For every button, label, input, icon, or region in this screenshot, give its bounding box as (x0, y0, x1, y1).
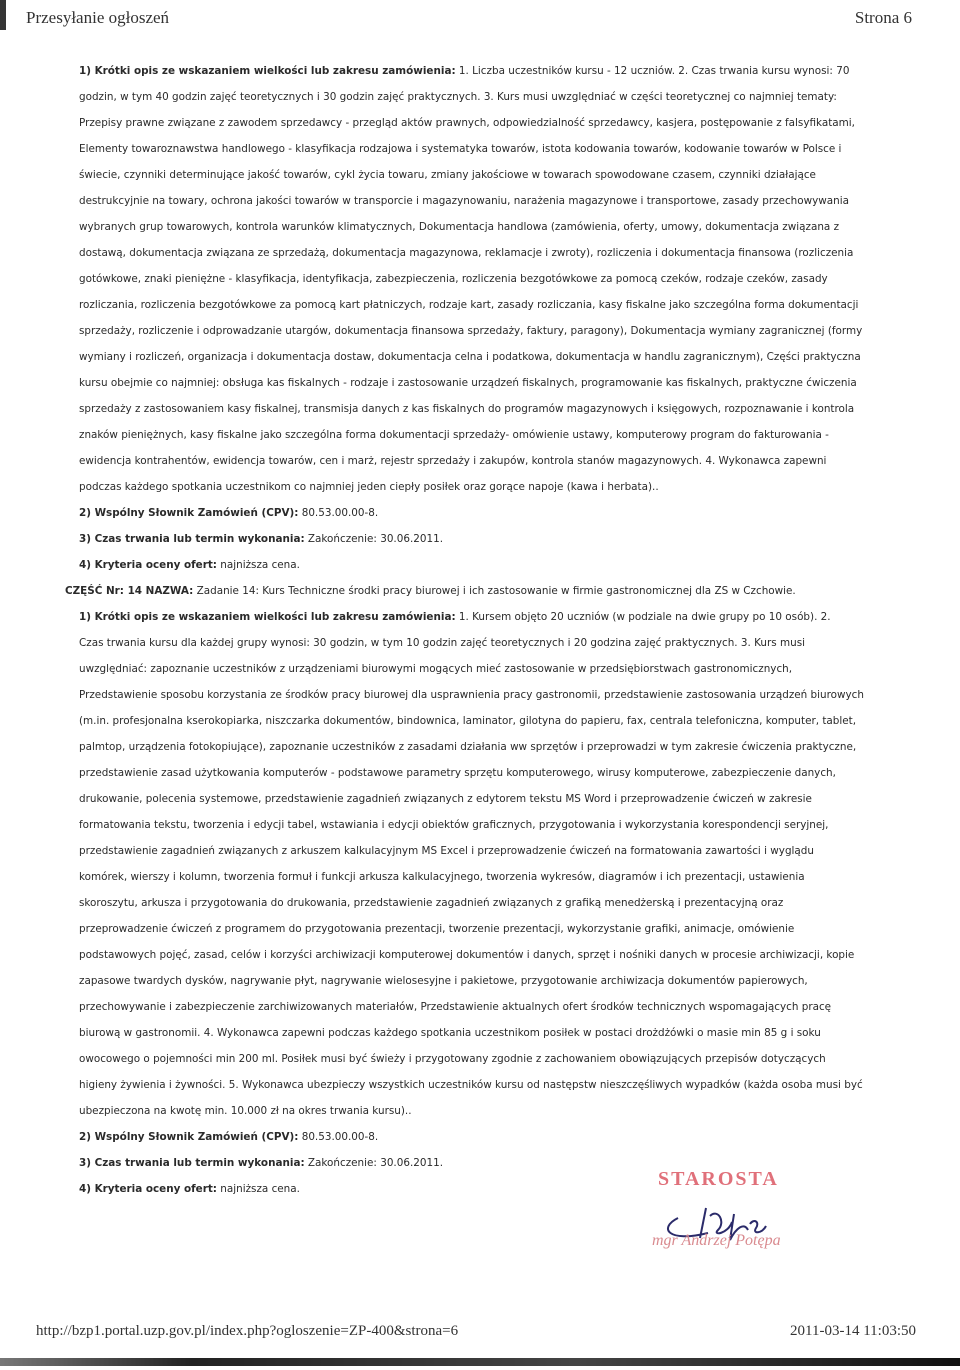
text-line (79, 812, 899, 838)
line-text: wybranych grup towarowych, kontrola warunków klimatycznych, Dokumentacja handlowa (zamówienia, oferty, umowy, dokumentacja związana z (79, 221, 840, 233)
footer-url: http://bzp1.portal.uzp.gov.pl/index.php?ogloszenie=ZP-400&strona=6 (36, 1323, 459, 1339)
line-text: Zadanie 14: Kurs Techniczne środki pracy biurowej i ich zastosowanie w firmie gastronomicznej dla ZS w Czchowie. (193, 585, 796, 597)
text-line (79, 994, 899, 1020)
text-line (79, 500, 899, 526)
line-text: Zakończenie: 30.06.2011. (304, 1157, 444, 1169)
line-text: palmtop, urządzenia fotokopiujące), zapoznanie uczestników z zasadami działania ww sprzętów i przeprowadzi w tym zakresie ćwiczenia praktyczne, (79, 741, 857, 753)
text-line (79, 266, 899, 292)
line-text: sprzedaży, rozliczenie i odprowadzanie utargów, dokumentacja finansowa sprzedaży, faktury, paragony), Dokumentacja wymiany zagranicznej (formy (79, 325, 863, 337)
text-line (79, 344, 899, 370)
text-line (79, 162, 899, 188)
line-text: wymiany i rozliczeń, organizacja i dokumentacja dostaw, dokumentacja celna i podatkowa, dokumentacja w handlu zagranicznym), Części praktyczna (79, 351, 861, 363)
bold-label: 4) Kryteria oceny ofert: (79, 559, 217, 571)
line-text: przechowywanie i zabezpieczenie zarchiwizowanych materiałów, Przedstawienie aktualnych ofert środków technicznych wspomagających pracę (79, 1001, 832, 1013)
text-line (79, 1020, 899, 1046)
line-text: sprzedaży z zastosowaniem kasy fiskalnej, transmisja danych z kas fiskalnych do programów magazynowych i księgowych, rozpoznawanie i kontrola (79, 403, 855, 415)
text-line (79, 552, 899, 578)
text-line (79, 916, 899, 942)
text-line (79, 214, 899, 240)
line-text: przedstawienie zasad użytkowania komputerów - podstawowe parametry sprzętu komputerowego, wirusy komputerowe, zabezpieczenie danych, (79, 767, 836, 779)
text-line (79, 240, 899, 266)
line-text: 1. Kursem objęto 20 uczniów (w podziale na dwie grupy po 10 osób). 2. (455, 611, 831, 623)
text-line (79, 760, 899, 786)
line-text: świecie, czynniki determinujące jakość towarów, cykl życia towaru, zmiany jakościowe w towarach spowodowane czasem, czynniki działające (79, 169, 816, 181)
text-line (79, 396, 899, 422)
line-text: biurową w gastronomii. 4. Wykonawca zapewni podczas każdego spotkania uczestnikom posiłek w postaci drożdżówki o masie min 85 g i soku (79, 1027, 821, 1039)
bold-label: 1) Krótki opis ze wskazaniem wielkości lub zakresu zamówienia: (79, 611, 456, 623)
text-line (79, 292, 899, 318)
line-text: Przedstawienie sposobu korzystania ze środków pracy biurowej dla usprawnienia pracy gastronomii, przedstawienie zastosowania urządzeń biurowych (79, 689, 864, 701)
line-text: Zakończenie: 30.06.2011. (304, 533, 444, 545)
text-line (79, 136, 899, 162)
text-line (79, 864, 899, 890)
line-text: ewidencja kontrahentów, ewidencja towarów, cen i marż, rejestr sprzedaży i zakupów, kontrola stanów magazynowych. 4. Wykonawca zapewni (79, 455, 827, 467)
stamp-name: mgr Andrzej Potępa (652, 1232, 781, 1249)
page-number: Strona 6 (854, 8, 912, 27)
text-line (79, 604, 899, 630)
line-text: podstawowych pojęć, zasad, celów i korzyści archiwizacji komputerowej dokumentów i danych, sprzęt i nośniki danych w procesie archiwizacji, kopie (79, 949, 855, 961)
line-text: najniższa cena. (216, 1183, 300, 1195)
line-text: dostawą, dokumentacja związana ze sprzedażą, dokumentacja magazynowa, reklamacje i zwroty), rozliczenia i dokumentacja finansowa (rozliczenia (79, 247, 854, 259)
text-line (79, 630, 899, 656)
line-text: 80.53.00.00-8. (298, 1131, 379, 1143)
line-text: najniższa cena. (216, 559, 300, 571)
line-text: 80.53.00.00-8. (298, 507, 379, 519)
line-text: rozliczania, rozliczenia bezgotówkowe za pomocą kart płatniczych, rodzaje kart, zasady rozliczania, kasy fiskalne jako szczególna forma dokumentacji (79, 299, 859, 311)
text-line (79, 656, 899, 682)
line-text: godzin, w tym 40 godzin zajęć teoretycznych i 30 godzin zajęć praktycznych. 3. Kurs musi uwzględniać w części teoretycznej co najmniej tematy: (79, 91, 837, 103)
line-text: ubezpieczona na kwotę min. 10.000 zł na okres trwania kursu).. (79, 1105, 412, 1117)
text-line (79, 968, 899, 994)
line-text: podczas każdego spotkania uczestnikom co najmniej jeden ciepły posiłek oraz gorące napoje (kawa i herbata).. (79, 481, 659, 493)
official-stamp (648, 1168, 818, 1268)
line-text: Elementy towaroznawstwa handlowego - klasyfikacja rodzajowa i systematyka towarów, istota kodowania towarów, kodowanie towarów w Polsce i (79, 143, 842, 155)
line-text: komórek, wierszy i kolumn, tworzenia formuł i funkcji arkusza kalkulacyjnego, tworzenia wykresów, diagramów i ich prezentacji, ustawienia (79, 871, 805, 883)
line-text: destrukcyjnie na towary, ochrona jakości towarów w transporcie i magazynowaniu, narażenia magazynowe i transportowe, zasady przechowywania (79, 195, 849, 207)
line-text: przedstawienie zagadnień związanych z arkuszem kalkulacyjnym MS Excel i przeprowadzenie ćwiczeń na formatowania zawartości i wyglądu (79, 845, 814, 857)
bold-label: CZĘŚĆ Nr: 14 NAZWA: (65, 585, 194, 597)
line-text: Przepisy prawne związane z zawodem sprzedawcy - przegląd aktów prawnych, odpowiedzialność sprzedawcy, kasjera, postępowanie z falsyfikatami, (79, 117, 855, 129)
text-line (79, 58, 899, 84)
line-text: skoroszytu, arkusza i przygotowania do drukowania, przedstawienie zagadnień związanych z grafiką menedżerską i prezentacyjną oraz (79, 897, 784, 909)
scan-bottom-edge (0, 1358, 960, 1366)
text-line (65, 578, 899, 604)
text-line (79, 786, 899, 812)
line-text: zapasowe twardych dysków, nagrywanie płyt, nagrywanie wielosesyjne i pakietowe, przygotowanie archiwizacja dokumentów papierowych, (79, 975, 808, 987)
text-line (79, 84, 899, 110)
line-text: formatowania tekstu, tworzenia i edycji tabel, wstawiania i edycji obiektów graficznych, przygotowania i wykorzystania korespondencji seryjnej, (79, 819, 829, 831)
line-text: przeprowadzenie ćwiczeń z programem do przygotowania prezentacji, tworzenie prezentacji, wykorzystanie grafiki, animacje, omówienie (79, 923, 795, 935)
bold-label: 4) Kryteria oceny ofert: (79, 1183, 217, 1195)
text-line (79, 942, 899, 968)
text-line (79, 188, 899, 214)
footer-datetime: 2011-03-14 11:03:50 (790, 1323, 916, 1339)
line-text: drukowanie, polecenia systemowe, przedstawienie zagadnień związanych z edytorem tekstu MS Word i przeprowadzenie ćwiczeń w zakresie (79, 793, 812, 805)
page-footer (0, 1323, 960, 1347)
text-line (79, 370, 899, 396)
text-line (79, 110, 899, 136)
line-text: uwzględniać: zapoznanie uczestników z urządzeniami biurowymi mogących mieć zastosowanie w przedsiębiorstwach gastronomicznych, (79, 663, 793, 675)
stamp-title: STAROSTA (658, 1168, 779, 1190)
line-text: Czas trwania kursu dla każdej grupy wynosi: 30 godzin, w tym 10 godzin zajęć teoretycznych i 20 godzina zajęć praktycznych. 3. Kurs musi (79, 637, 805, 649)
bold-label: 2) Wspólny Słownik Zamówień (CPV): (79, 507, 299, 519)
text-line (79, 448, 899, 474)
text-line (79, 526, 899, 552)
text-line (79, 838, 899, 864)
text-line (79, 318, 899, 344)
text-line (79, 1124, 899, 1150)
text-line (79, 682, 899, 708)
line-text: (m.in. profesjonalna kserokopiarka, niszczarka dokumentów, bindownica, laminator, gilotyna do papieru, fax, centrala telefoniczna, komputer, tablet, (79, 715, 857, 727)
text-line (79, 422, 899, 448)
text-line (79, 1072, 899, 1098)
bold-label: 2) Wspólny Słownik Zamówień (CPV): (79, 1131, 299, 1143)
text-line (79, 708, 899, 734)
line-text: gotówkowe, znaki pieniężne - klasyfikacja, identyfikacja, zabezpieczenia, rozliczenia bezgotówkowe za pomocą czeków, rodzaje czeków, zasady (79, 273, 828, 285)
bold-label: 3) Czas trwania lub termin wykonania: (79, 533, 305, 545)
document-body (65, 58, 899, 1202)
bold-label: 3) Czas trwania lub termin wykonania: (79, 1157, 305, 1169)
page-header (0, 8, 960, 34)
line-text: kursu obejmie co najmniej: obsługa kas fiskalnych - rodzaje i zastosowanie urządzeń fiskalnych, programowanie kas fiskalnych, praktyczne ćwiczenia (79, 377, 857, 389)
page-title: Przesyłanie ogłoszeń (26, 8, 170, 27)
bold-label: 1) Krótki opis ze wskazaniem wielkości lub zakresu zamówienia: (79, 65, 456, 77)
line-text: 1. Liczba uczestników kursu - 12 uczniów. 2. Czas trwania kursu wynosi: 70 (455, 65, 850, 77)
line-text: znaków pieniężnych, kasy fiskalne jako szczególna forma dokumentacji sprzedaży- omówienie ustawy, komputerowy program do fakturowania - (79, 429, 829, 441)
text-line (79, 1046, 899, 1072)
line-text: higieny żywienia i żywności. 5. Wykonawca ubezpieczy wszystkich uczestników kursu od następstw nieszczęśliwych wypadków (każda osoba musi być (79, 1079, 863, 1091)
text-line (79, 734, 899, 760)
line-text: owocowego o pojemności min 200 ml. Posiłek musi być świeży i przygotowany zgodnie z zachowaniem obowiązujących przepisów dotyczących (79, 1053, 826, 1065)
text-line (79, 890, 899, 916)
text-line (79, 474, 899, 500)
text-line (79, 1098, 899, 1124)
